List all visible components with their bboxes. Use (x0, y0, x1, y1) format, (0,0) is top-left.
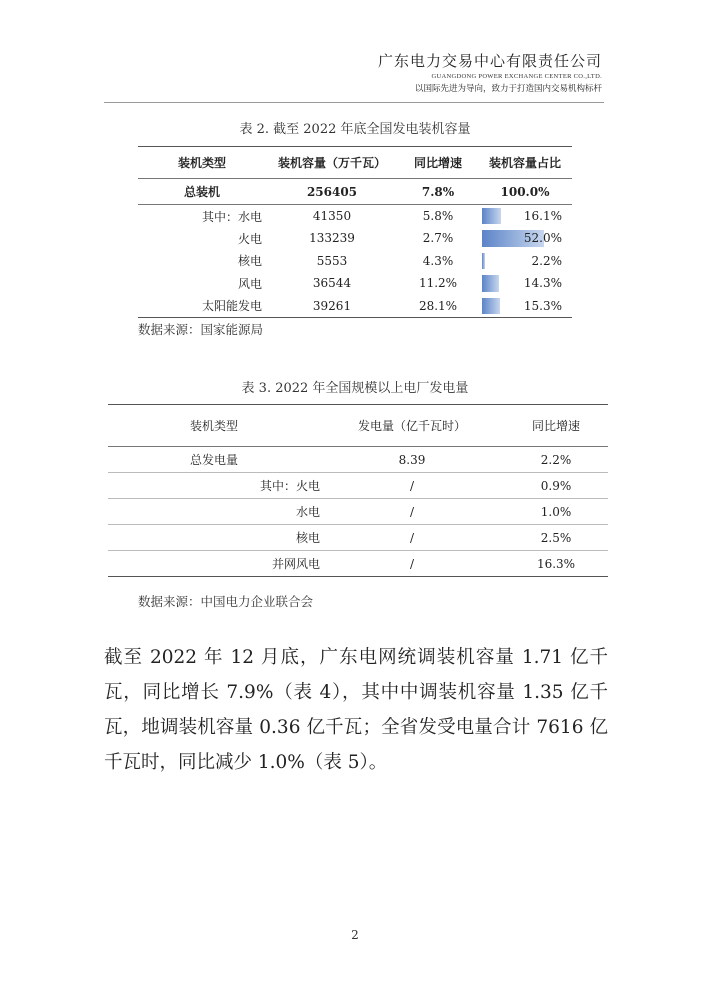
col-header-growth: 同比增速 (504, 405, 608, 447)
row-type: 核电 (237, 254, 262, 269)
row-growth: 1.0% (504, 499, 608, 525)
row-type: 其中：水电 (201, 209, 262, 224)
table2-source: 数据来源：国家能源局 (138, 322, 264, 337)
row-growth: 11.2% (418, 276, 458, 291)
row-type: 太阳能发电 (138, 295, 266, 318)
table2-caption: 表 2. 截至 2022 年底全国发电装机容量 (239, 122, 471, 137)
row-growth: 2.5% (504, 525, 608, 551)
row-share-value: 52.0% (523, 231, 562, 246)
row-share (478, 227, 572, 250)
table3-source: 数据来源：中国电力企业联合会 (138, 594, 314, 609)
row-growth: 2.7% (422, 231, 454, 246)
table-row (138, 272, 572, 295)
col-header-type: 装机类型 (138, 147, 266, 179)
row-growth: 5.8% (422, 209, 454, 223)
table2-installed-capacity (138, 146, 572, 318)
row-generation: / (320, 525, 504, 551)
row-generation: / (320, 473, 504, 499)
company-name-en: GUANGDONG POWER EXCHANGE CENTER CO.,LTD. (431, 73, 602, 80)
row-share (478, 205, 572, 228)
table-row (108, 551, 608, 577)
total-type: 总装机 (138, 179, 266, 205)
row-growth: 4.3% (422, 253, 454, 268)
row-growth: 0.9% (504, 473, 608, 499)
row-type: 核电 (108, 525, 320, 551)
company-name-cn: 广东电力交易中心有限责任公司 (377, 52, 602, 70)
row-share (478, 250, 572, 273)
row-share-value: 16.1% (523, 209, 562, 223)
company-slogan: 以国际先进为导向，致力于打造国内交易机构标杆 (414, 84, 602, 94)
body-paragraph: 截至 2022 年 12 月底，广东电网统调装机容量 1.71 亿千瓦，同比增长 7.9%（表 4），其中中调装机容量 1.35 亿千瓦，地调装机容量 0.36 亿千瓦；全省发受电量合计 7616 亿千瓦时，同比减少 1.0%（表 5）。 (104, 647, 608, 773)
col-header-capacity: 装机容量（万千瓦） (266, 147, 398, 179)
table-row (108, 447, 608, 473)
row-capacity: 5553 (316, 253, 348, 268)
col-header-type: 装机类型 (108, 405, 320, 447)
share-data-bar (482, 298, 500, 314)
table-row (108, 473, 608, 499)
table-row (108, 525, 608, 551)
col-header-share: 装机容量占比 (478, 147, 572, 179)
table3-power-generation (108, 404, 608, 577)
row-capacity: 36544 (312, 276, 352, 291)
row-generation: / (320, 551, 504, 577)
table-row (108, 499, 608, 525)
table-row (138, 250, 572, 273)
row-share (478, 272, 572, 295)
table-row (138, 295, 572, 318)
table-row (138, 205, 572, 228)
row-capacity: 39261 (266, 295, 398, 318)
table3-caption: 表 3. 2022 年全国规模以上电厂发电量 (241, 381, 469, 396)
row-share-value: 2.2% (531, 253, 562, 268)
header-divider (104, 102, 604, 103)
table-row (138, 227, 572, 250)
row-generation: 8.39 (320, 447, 504, 473)
row-growth: 2.2% (504, 447, 608, 473)
page-header (378, 52, 602, 95)
row-growth: 16.3% (504, 551, 608, 577)
row-share-value: 15.3% (523, 298, 562, 313)
col-header-growth: 同比增速 (398, 147, 478, 179)
row-capacity: 133239 (309, 231, 355, 246)
share-data-bar (482, 253, 485, 270)
table2-total-row (138, 179, 572, 205)
row-type: 火电 (237, 231, 262, 246)
share-data-bar (482, 275, 499, 292)
total-capacity: 256405 (266, 179, 398, 205)
total-share: 100.0% (478, 179, 572, 205)
row-type: 其中：火电 (108, 473, 320, 499)
row-share (478, 295, 572, 318)
table2-header-row (138, 147, 572, 179)
page-number: 2 (351, 928, 359, 942)
row-type: 风电 (237, 276, 262, 291)
row-capacity: 41350 (312, 209, 352, 223)
row-share-value: 14.3% (523, 276, 562, 291)
total-growth: 7.8% (398, 179, 478, 205)
row-generation: / (320, 499, 504, 525)
row-growth: 28.1% (398, 295, 478, 318)
table3-header-row (108, 405, 608, 447)
row-type: 并网风电 (108, 551, 320, 577)
share-data-bar (482, 208, 501, 224)
row-type: 总发电量 (108, 447, 320, 473)
row-type: 水电 (108, 499, 320, 525)
col-header-generation: 发电量（亿千瓦时） (320, 405, 504, 447)
